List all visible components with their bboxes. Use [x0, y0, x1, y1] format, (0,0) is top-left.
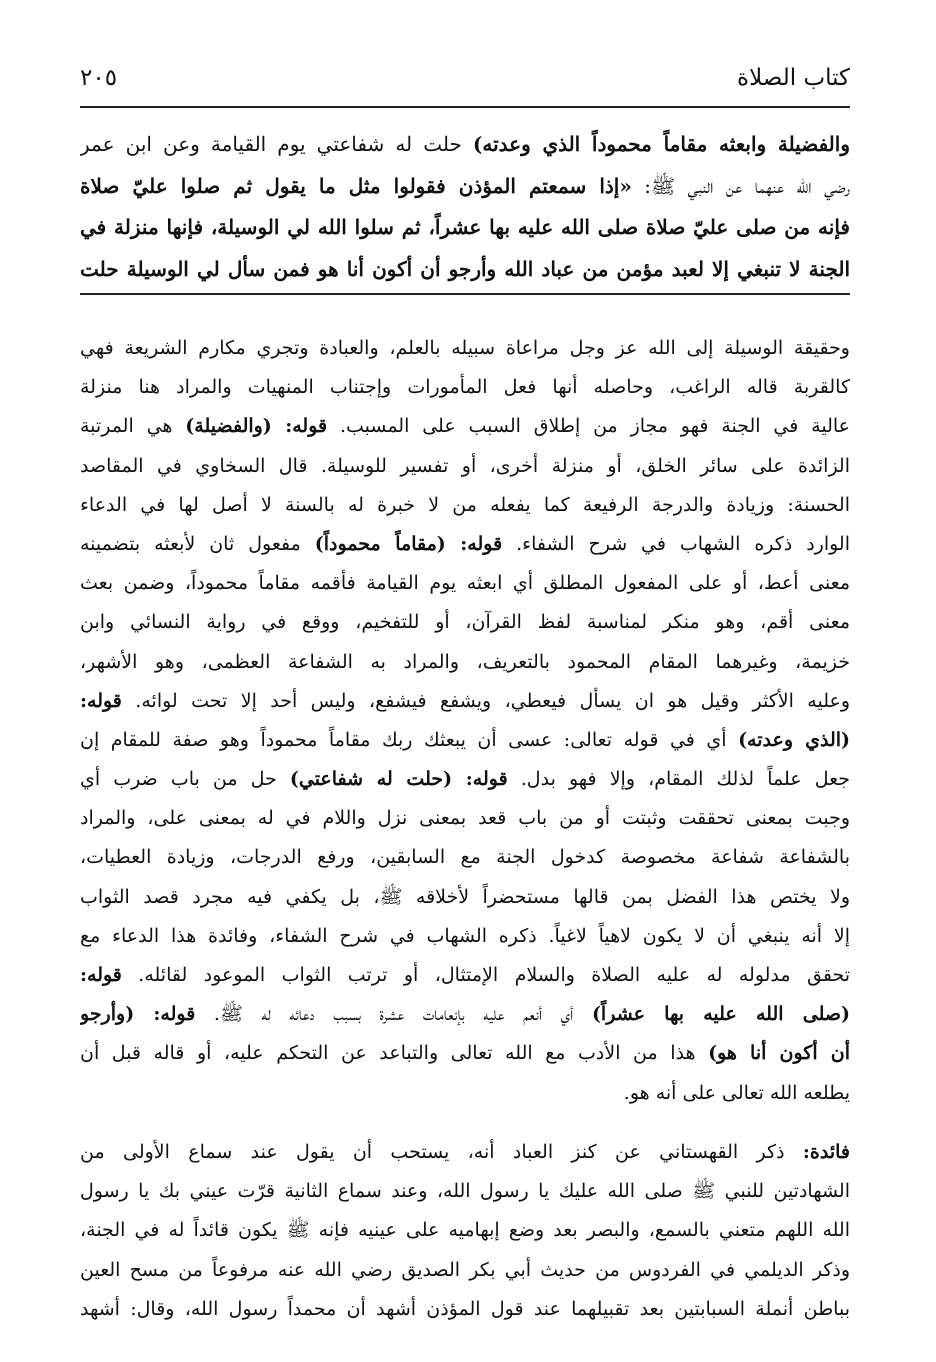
header-divider: [80, 106, 850, 108]
text-run: ولا يختص هذا الفضل بمن قالها مستحضراً لأخلاقه ﷺ، بل يكفي فيه مجرد قصد الثواب: [80, 885, 850, 908]
bold-phrase: قوله:: [80, 964, 122, 986]
commentary-line: [80, 956, 850, 995]
text-run: رضي الله عنهما عن النبي ﷺ:: [631, 173, 850, 198]
commentary-line: [80, 721, 850, 760]
benefit-line: [80, 1251, 850, 1290]
commentary-line: [80, 329, 850, 368]
hadith-line: [80, 207, 850, 249]
text-run: إلا أنه ينبغي أن لا يكون لاهياً لاغياً. ذكره الشهاب في شرح الشفاء، وفائدة هذا الدعاء مع: [80, 924, 850, 947]
text-run: خزيمة، وغيرهما المقام المحمود بالتعريف، والمراد به الشفاعة العظمى، وهو الأشهر،: [80, 650, 850, 673]
commentary-line: [80, 447, 850, 486]
bold-phrase: «إذا سمعتم المؤذن فقولوا مثل ما يقول ثم صلوا عليّ صلاة: [80, 173, 632, 198]
bold-phrase: قوله: (مقاماً محموداً): [314, 532, 503, 555]
commentary-line: [80, 1074, 850, 1113]
hadith-line: [80, 124, 850, 166]
commentary-line: [80, 799, 850, 838]
bold-phrase: قوله:: [80, 689, 122, 712]
text-run: تحقق مدلوله له عليه الصلاة والسلام الإمتثال، أو ترتب الثواب الموعود لقائله.: [121, 964, 850, 986]
text-run: الوارد ذكره الشهاب في شرح الشفاء.: [502, 532, 850, 555]
text-run: ذكر القهستاني عن كنز العباد أنه، يستحب أن يقول عند سماع الأولى من: [80, 1141, 803, 1163]
commentary-line: [80, 486, 850, 525]
hadith-line: [80, 249, 850, 291]
text-run: هذا من الأدب مع الله تعالى والتباعد عن التحكم عليه، أو قاله قبل أن: [80, 1042, 709, 1065]
text-run: كالقربة قاله الراغب، وحاصله أنها فعل المأمورات وإجتناب المنهيات والمراد هنا منزلة: [80, 376, 850, 399]
bold-phrase: فإنه من صلى عليّ صلاة صلى الله عليه بها عشراً، ثم سلوا الله لي الوسيلة، فإنها منزلة في: [80, 215, 850, 239]
bold-phrase: أن أكون أنا هو): [708, 1042, 850, 1065]
commentary-block: [80, 329, 850, 1113]
commentary-line: [80, 368, 850, 407]
text-run: وذكر الديلمي في الفردوس من حديث أبي بكر الصديق رضي الله عنه مرفوعاً من مسح العين: [80, 1258, 850, 1281]
benefit-line: [80, 1290, 850, 1329]
commentary-line: [80, 878, 850, 917]
benefit-line: [80, 1133, 850, 1172]
text-run: جعل علماً لذلك المقام، وإلا فهو بدل.: [507, 768, 850, 791]
commentary-line: [80, 838, 850, 877]
text-run: وجبت بمعنى تحققت وثبتت أو من باب قعد بمعنى نزل واللام في له بمعنى على، والمراد: [80, 807, 850, 830]
hadith-text-block: [80, 124, 850, 290]
hadith-line: [80, 166, 850, 208]
commentary-line: [80, 603, 850, 642]
text-run: بباطن أنملة السبابتين بعد تقبيلهما عند قول المؤذن أشهد أن محمداً رسول الله، وقال: أشهد: [80, 1297, 850, 1320]
commentary-line: [80, 643, 850, 682]
benefit-note-block: [80, 1133, 850, 1329]
benefit-line: [80, 1172, 850, 1211]
bold-phrase: فائدة:: [802, 1141, 850, 1163]
bold-phrase: قوله: (وأرجو: [80, 1003, 196, 1026]
text-run: معنى أقم، وهو منكر لمناسبة لفظ القرآن، أو للتفخيم، ووقع في رواية النسائي وابن: [80, 611, 850, 634]
bold-phrase: والفضيلة وابعثه مقاماً محموداً الذي وعدته): [472, 132, 850, 156]
text-run: هي المرتبة: [80, 415, 186, 438]
commentary-line: [80, 760, 850, 799]
text-run: وعليه الأكثر وقيل هو ان يسأل فيعطي، ويشفع فيشفع، وليس أحد إلا تحت لوائه.: [121, 689, 850, 712]
bold-phrase: (الذي وعدته): [738, 728, 850, 751]
commentary-line: [80, 682, 850, 721]
text-run: الشهادتين للنبي ﷺ صلى الله عليك يا رسول الله، وعند سماع الثانية قرّت عيني بك يا رسول: [80, 1180, 850, 1203]
commentary-line: [80, 407, 850, 446]
text-run: بالشفاعة شفاعة مخصوصة كدخول الجنة مع السابقين، ورفع الدرجات، وزيادة العطيات،: [80, 846, 850, 869]
commentary-line: [80, 995, 850, 1034]
text-commentary-divider: [80, 293, 850, 295]
commentary-line: [80, 525, 850, 564]
commentary-line: [80, 564, 850, 603]
page-header: [80, 60, 850, 96]
text-run: يطلعه الله تعالى على أنه هو.: [623, 1081, 850, 1104]
text-run: معنى أعط، أو على المفعول المطلق أي ابعثه يوم القيامة فأقمه مقاماً محموداً، وضمن بعث: [80, 572, 850, 595]
page-number: ٢٠٥: [80, 65, 118, 91]
text-run: الله اللهم متعني بالسمع، والبصر بعد وضع إبهاميه على عينيه فإنه ﷺ يكون قائداً له في الجنة،: [80, 1219, 850, 1242]
text-run: الزائدة على سائر الخلق، أو منزلة أخرى، أو تفسير للوسيلة. قال السخاوي في المقاصد: [80, 454, 850, 477]
running-title: كتاب الصلاة: [737, 65, 850, 91]
benefit-line: [80, 1211, 850, 1250]
text-run: حلت له شفاعتي يوم القيامة وعن ابن عمر: [80, 132, 473, 156]
text-run: أي أنعم عليه بإنعامات عشرة بسبب دعائه له ﷺ.: [195, 1003, 592, 1026]
bold-phrase: قوله: (حلت له شفاعتي): [289, 768, 508, 791]
bold-phrase: (صلى الله عليه بها عشراً): [591, 1003, 850, 1026]
text-run: مفعول ثان لأبعثه بتضمينه: [80, 532, 315, 555]
text-run: عالية في الجنة فهو مجاز من إطلاق السبب على المسبب.: [327, 415, 850, 438]
text-run: الحسنة: وزيادة والدرجة الرفيعة كما يفعله من لا خبرة له بالسنة لا أصل لها في الدعاء: [80, 493, 850, 516]
bold-phrase: قوله: (والفضيلة): [185, 415, 328, 438]
bold-phrase: الجنة لا تنبغي إلا لعبد مؤمن من عباد الله وأرجو أن أكون أنا هو فمن سأل لي الوسيلة حلت: [80, 256, 850, 281]
text-run: وحقيقة الوسيلة إلى الله عز وجل مراعاة سبيله بالعلم، والعبادة وتجري مكارم الشريعة فهي: [80, 337, 850, 359]
commentary-line: [80, 1034, 850, 1073]
commentary-line: [80, 917, 850, 956]
text-run: حل من باب ضرب أي: [80, 768, 290, 791]
text-run: أي في قوله تعالى: عسى أن يبعثك ربك مقاماً محموداً وهو صفة للمقام إن: [80, 728, 739, 751]
